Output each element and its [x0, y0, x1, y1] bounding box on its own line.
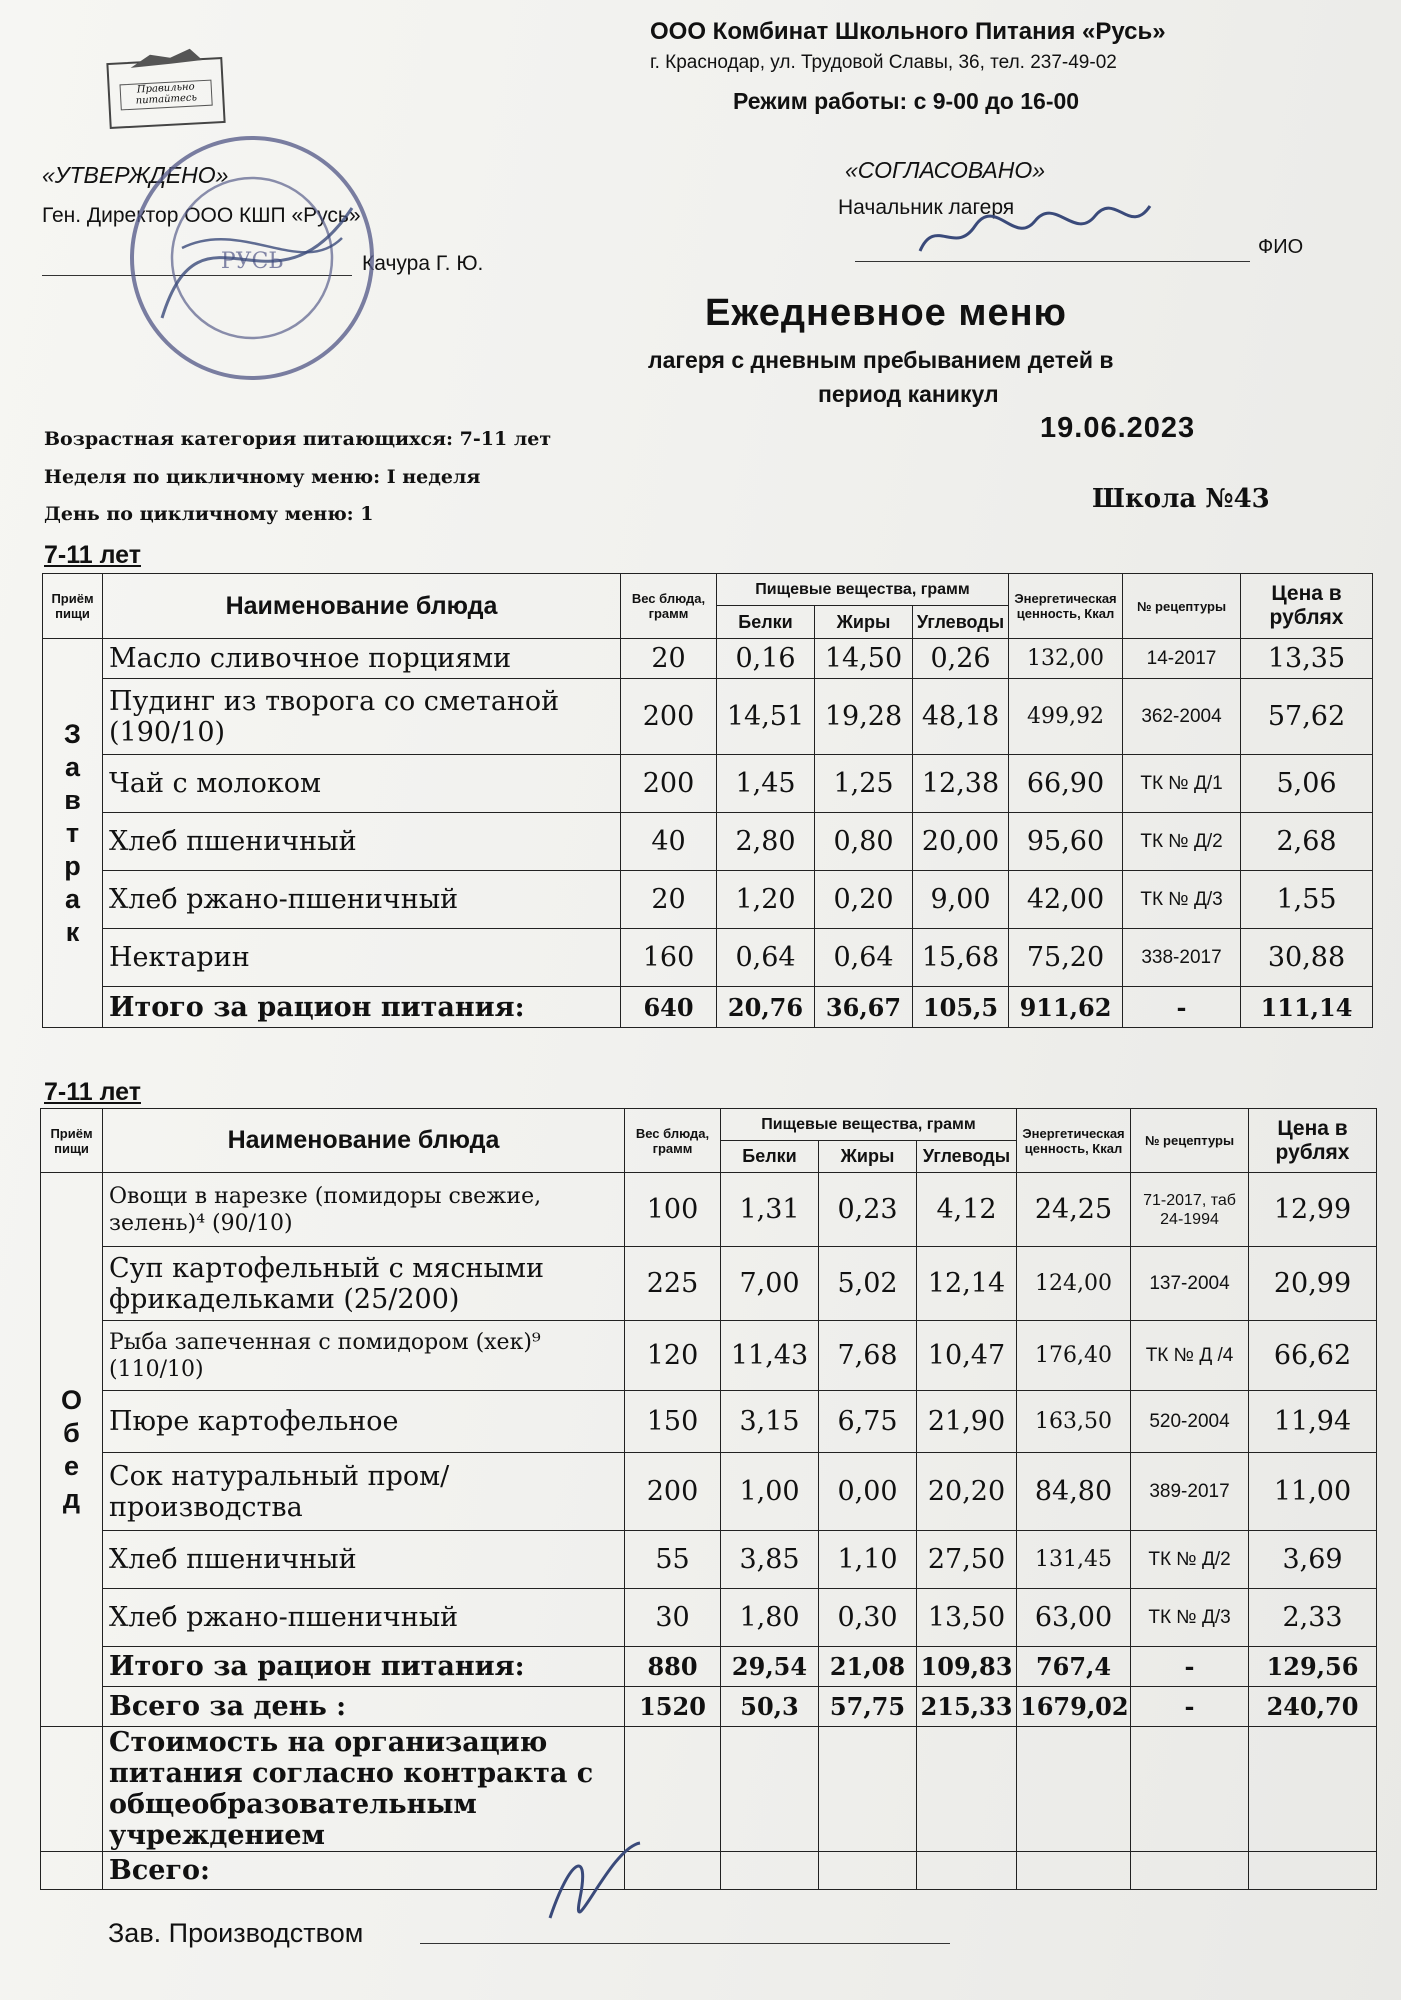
dish-recipe: ТК № Д /4: [1131, 1321, 1249, 1391]
empty-cell: [1249, 1727, 1377, 1852]
contract-cost-row: [41, 1727, 1377, 1852]
dish-weight: 200: [621, 755, 717, 813]
col-fat-header: Жиры: [815, 606, 913, 639]
dish-name: Рыба запеченная с помидором (хек)⁹ (110/10): [103, 1321, 625, 1391]
dish-energy: 131,45: [1017, 1531, 1131, 1589]
table-row: [43, 679, 1373, 755]
dish-price: 2,68: [1241, 813, 1373, 871]
dish-protein: 1,20: [717, 871, 815, 929]
svg-text:РУСЬ: РУСЬ: [220, 249, 284, 274]
dish-weight: 150: [625, 1391, 721, 1453]
table-row: [41, 1173, 1377, 1247]
chief-signature: [915, 196, 1155, 266]
dish-energy: 176,40: [1017, 1321, 1131, 1391]
dish-energy: 163,50: [1017, 1391, 1131, 1453]
col-meal-header: Приём пищи: [43, 574, 103, 639]
dish-protein: 0,16: [717, 639, 815, 679]
dish-name: Пудинг из творога со сметаной (190/10): [103, 679, 621, 755]
total-carbs: 109,83: [917, 1647, 1017, 1687]
dish-name: Хлеб пшеничный: [103, 1531, 625, 1589]
dish-energy: 84,80: [1017, 1453, 1131, 1531]
dish-protein: 2,80: [717, 813, 815, 871]
cycle-week: Неделя по цикличному меню: I неделя: [44, 466, 481, 488]
table-row: [41, 1453, 1377, 1531]
total-carbs: 105,5: [913, 987, 1009, 1028]
dish-carbs: 27,50: [917, 1531, 1017, 1589]
total-fat: 36,67: [815, 987, 913, 1028]
dish-name: Хлеб ржано-пшеничный: [103, 871, 621, 929]
subtitle-line-2: период каникул: [818, 381, 999, 407]
dish-carbs: 20,00: [913, 813, 1009, 871]
lunch-meal-label: [41, 1173, 103, 1727]
dish-recipe: ТК № Д/2: [1131, 1531, 1249, 1589]
col-protein-header: Белки: [717, 606, 815, 639]
total-fat: 21,08: [819, 1647, 917, 1687]
dish-recipe: 14-2017: [1123, 639, 1241, 679]
dish-fat: 19,28: [815, 679, 913, 755]
day-total-label: Всего за день :: [103, 1687, 625, 1727]
dish-recipe: ТК № Д/2: [1123, 813, 1241, 871]
col-price-header: Цена в рублях: [1241, 574, 1373, 639]
dish-carbs: 9,00: [913, 871, 1009, 929]
dish-weight: 55: [625, 1531, 721, 1589]
dish-weight: 40: [621, 813, 717, 871]
col-meal-header: Приём пищи: [41, 1109, 103, 1173]
dish-fat: 14,50: [815, 639, 913, 679]
dish-weight: 200: [625, 1453, 721, 1531]
empty-cell: [625, 1727, 721, 1852]
dish-protein: 3,15: [721, 1391, 819, 1453]
dish-protein: 11,43: [721, 1321, 819, 1391]
col-carbs-header: Углеводы: [913, 606, 1009, 639]
empty-cell: [1131, 1852, 1249, 1890]
dish-carbs: 21,90: [917, 1391, 1017, 1453]
dish-energy: 42,00: [1009, 871, 1123, 929]
dish-weight: 160: [621, 929, 717, 987]
col-carbs-header: Углеводы: [917, 1141, 1017, 1173]
empty-cell: [917, 1727, 1017, 1852]
lunch-age-label: 7-11 лет: [44, 1078, 141, 1106]
dish-fat: 0,20: [815, 871, 913, 929]
col-recipe-header: № рецептуры: [1123, 574, 1241, 639]
empty-cell: [1017, 1852, 1131, 1890]
dish-price: 11,00: [1249, 1453, 1377, 1531]
table-row: [43, 639, 1373, 679]
round-seal-stamp: [122, 128, 382, 388]
dish-protein: 1,45: [717, 755, 815, 813]
col-dish-header: Наименование блюда: [103, 1109, 625, 1173]
manager-signature-line: [420, 1943, 950, 1944]
total-energy: 911,62: [1009, 987, 1123, 1028]
dish-name: Масло сливочное порциями: [103, 639, 621, 679]
dish-recipe: ТК № Д/3: [1123, 871, 1241, 929]
empty-cell: [1131, 1727, 1249, 1852]
dish-price: 66,62: [1249, 1321, 1377, 1391]
col-protein-header: Белки: [721, 1141, 819, 1173]
dish-weight: 20: [621, 639, 717, 679]
dish-name: Сок натуральный пром/производства: [103, 1453, 625, 1531]
manager-signature: [540, 1838, 650, 1928]
col-recipe-header: № рецептуры: [1131, 1109, 1249, 1173]
empty-cell: [41, 1852, 103, 1890]
dish-carbs: 0,26: [913, 639, 1009, 679]
dish-carbs: 48,18: [913, 679, 1009, 755]
empty-cell: [1017, 1727, 1131, 1852]
dish-protein: 14,51: [717, 679, 815, 755]
breakfast-meal-label: [43, 639, 103, 1028]
total-weight: 640: [621, 987, 717, 1028]
dish-protein: 3,85: [721, 1531, 819, 1589]
grand-total-row: [41, 1852, 1377, 1890]
director-name: Качура Г. Ю.: [362, 252, 484, 275]
camp-chief-title: Начальник лагеря: [838, 196, 1015, 219]
cycle-day: День по цикличному меню: 1: [44, 503, 374, 525]
dish-fat: 0,64: [815, 929, 913, 987]
table-row: [43, 871, 1373, 929]
dish-energy: 132,00: [1009, 639, 1123, 679]
company-name: ООО Комбинат Школьного Питания «Русь»: [650, 18, 1166, 45]
dish-fat: 0,30: [819, 1589, 917, 1647]
dish-carbs: 20,20: [917, 1453, 1017, 1531]
dish-recipe: 71-2017, таб 24-1994: [1131, 1173, 1249, 1247]
total-recipe: -: [1131, 1647, 1249, 1687]
dish-energy: 63,00: [1017, 1589, 1131, 1647]
production-manager-label: Зав. Производством: [108, 1918, 364, 1948]
dish-carbs: 12,38: [913, 755, 1009, 813]
col-energy-header: Энергетическая ценность, Ккал: [1017, 1109, 1131, 1173]
contract-cost-label: Стоимость на организацию питания согласно контракта с общеобразовательным учреждением: [103, 1727, 625, 1852]
dish-fat: 0,23: [819, 1173, 917, 1247]
lunch-total-row: [41, 1647, 1377, 1687]
dish-energy: 24,25: [1017, 1173, 1131, 1247]
dish-carbs: 15,68: [913, 929, 1009, 987]
day-total-energy: 1679,02: [1017, 1687, 1131, 1727]
dish-energy: 66,90: [1009, 755, 1123, 813]
dish-fat: 6,75: [819, 1391, 917, 1453]
dish-price: 13,35: [1241, 639, 1373, 679]
dish-price: 30,88: [1241, 929, 1373, 987]
empty-cell: [819, 1727, 917, 1852]
dish-fat: 7,68: [819, 1321, 917, 1391]
col-energy-header: Энергетическая ценность, Ккал: [1009, 574, 1123, 639]
table-row: [41, 1589, 1377, 1647]
dish-weight: 100: [625, 1173, 721, 1247]
dish-weight: 20: [621, 871, 717, 929]
dish-energy: 95,60: [1009, 813, 1123, 871]
total-price: 129,56: [1249, 1647, 1377, 1687]
school-number: Школа №43: [1092, 484, 1270, 514]
dish-carbs: 4,12: [917, 1173, 1017, 1247]
empty-cell: [721, 1727, 819, 1852]
dish-fat: 0,00: [819, 1453, 917, 1531]
dish-recipe: 362-2004: [1123, 679, 1241, 755]
dish-protein: 7,00: [721, 1247, 819, 1321]
chief-signature-line: [855, 261, 1250, 262]
table-row: [41, 1391, 1377, 1453]
dish-carbs: 10,47: [917, 1321, 1017, 1391]
dish-price: 1,55: [1241, 871, 1373, 929]
dish-price: 2,33: [1249, 1589, 1377, 1647]
day-total-recipe: -: [1131, 1687, 1249, 1727]
dish-name: Овощи в нарезке (помидоры свежие, зелень)⁴ (90/10): [103, 1173, 625, 1247]
dish-fat: 1,10: [819, 1531, 917, 1589]
col-fat-header: Жиры: [819, 1141, 917, 1173]
dish-energy: 124,00: [1017, 1247, 1131, 1321]
approved-label: «УТВЕРЖДЕНО»: [42, 162, 229, 188]
working-hours: Режим работы: с 9-00 до 16-00: [733, 88, 1080, 114]
day-total-price: 240,70: [1249, 1687, 1377, 1727]
dish-price: 11,94: [1249, 1391, 1377, 1453]
dish-name: Нектарин: [103, 929, 621, 987]
day-total-carbs: 215,33: [917, 1687, 1017, 1727]
logo-text: Правильно питайтесь: [119, 80, 212, 111]
dish-recipe: 520-2004: [1131, 1391, 1249, 1453]
total-energy: 767,4: [1017, 1647, 1131, 1687]
empty-cell: [41, 1727, 103, 1852]
empty-cell: [721, 1852, 819, 1890]
total-label: Итого за рацион питания:: [103, 987, 621, 1028]
table-row: [41, 1531, 1377, 1589]
table-row: [43, 755, 1373, 813]
dish-fat: 0,80: [815, 813, 913, 871]
empty-cell: [819, 1852, 917, 1890]
grand-total-label: Всего:: [103, 1852, 625, 1890]
table-row: [41, 1321, 1377, 1391]
breakfast-total-row: [43, 987, 1373, 1028]
total-protein: 20,76: [717, 987, 815, 1028]
page-title: Ежедневное меню: [705, 292, 1067, 334]
logo-stamp: [106, 57, 225, 129]
dish-carbs: 12,14: [917, 1247, 1017, 1321]
dish-recipe: 389-2017: [1131, 1453, 1249, 1531]
day-total-row: [41, 1687, 1377, 1727]
dish-recipe: ТК № Д/3: [1131, 1589, 1249, 1647]
dish-protein: 1,00: [721, 1453, 819, 1531]
col-weight-header: Вес блюда, грамм: [621, 574, 717, 639]
total-label: Итого за рацион питания:: [103, 1647, 625, 1687]
dish-protein: 1,80: [721, 1589, 819, 1647]
dish-energy: 75,20: [1009, 929, 1123, 987]
age-category: Возрастная категория питающихся: 7-11 лет: [44, 428, 552, 450]
dish-price: 3,69: [1249, 1531, 1377, 1589]
meal-vertical-text: З а в т р а к: [64, 718, 81, 947]
dish-price: 57,62: [1241, 679, 1373, 755]
dish-name: Хлеб ржано-пшеничный: [103, 1589, 625, 1647]
col-nutrients-header: Пищевые вещества, грамм: [717, 574, 1009, 606]
director-title: Ген. Директор ООО КШП «Русь»: [42, 204, 361, 227]
subtitle-line-1: лагеря с дневным пребыванием детей в: [648, 347, 1114, 373]
day-total-fat: 57,75: [819, 1687, 917, 1727]
dish-weight: 120: [625, 1321, 721, 1391]
dish-energy: 499,92: [1009, 679, 1123, 755]
dish-weight: 225: [625, 1247, 721, 1321]
company-address: г. Краснодар, ул. Трудовой Славы, 36, тел. 237-49-02: [650, 52, 1117, 73]
total-recipe: -: [1123, 987, 1241, 1028]
menu-date: 19.06.2023: [1040, 412, 1196, 444]
dish-recipe: ТК № Д/1: [1123, 755, 1241, 813]
dish-name: Хлеб пшеничный: [103, 813, 621, 871]
table-row: [43, 929, 1373, 987]
day-total-weight: 1520: [625, 1687, 721, 1727]
col-dish-header: Наименование блюда: [103, 574, 621, 639]
dish-weight: 30: [625, 1589, 721, 1647]
breakfast-age-label: 7-11 лет: [44, 541, 141, 569]
dish-fat: 1,25: [815, 755, 913, 813]
col-weight-header: Вес блюда, грамм: [625, 1109, 721, 1173]
dish-name: Пюре картофельное: [103, 1391, 625, 1453]
dish-fat: 5,02: [819, 1247, 917, 1321]
breakfast-table: [42, 573, 1373, 1028]
total-weight: 880: [625, 1647, 721, 1687]
dish-price: 5,06: [1241, 755, 1373, 813]
dish-carbs: 13,50: [917, 1589, 1017, 1647]
col-nutrients-header: Пищевые вещества, грамм: [721, 1109, 1017, 1141]
dish-price: 12,99: [1249, 1173, 1377, 1247]
logo-emblem-icon: [110, 45, 219, 71]
meal-vertical-text: О б е д: [60, 1384, 82, 1514]
dish-name: Чай с молоком: [103, 755, 621, 813]
table-row: [43, 813, 1373, 871]
table-row: [41, 1247, 1377, 1321]
agreed-label: «СОГЛАСОВАНО»: [845, 157, 1046, 183]
day-total-protein: 50,3: [721, 1687, 819, 1727]
lunch-table: [40, 1108, 1377, 1890]
dish-price: 20,99: [1249, 1247, 1377, 1321]
empty-cell: [917, 1852, 1017, 1890]
dish-protein: 1,31: [721, 1173, 819, 1247]
total-protein: 29,54: [721, 1647, 819, 1687]
dish-recipe: 137-2004: [1131, 1247, 1249, 1321]
empty-cell: [1249, 1852, 1377, 1890]
col-price-header: Цена в рублях: [1249, 1109, 1377, 1173]
dish-weight: 200: [621, 679, 717, 755]
fio-label: ФИО: [1258, 236, 1304, 258]
dish-protein: 0,64: [717, 929, 815, 987]
dish-name: Суп картофельный с мясными фрикадельками (25/200): [103, 1247, 625, 1321]
total-price: 111,14: [1241, 987, 1373, 1028]
dish-recipe: 338-2017: [1123, 929, 1241, 987]
